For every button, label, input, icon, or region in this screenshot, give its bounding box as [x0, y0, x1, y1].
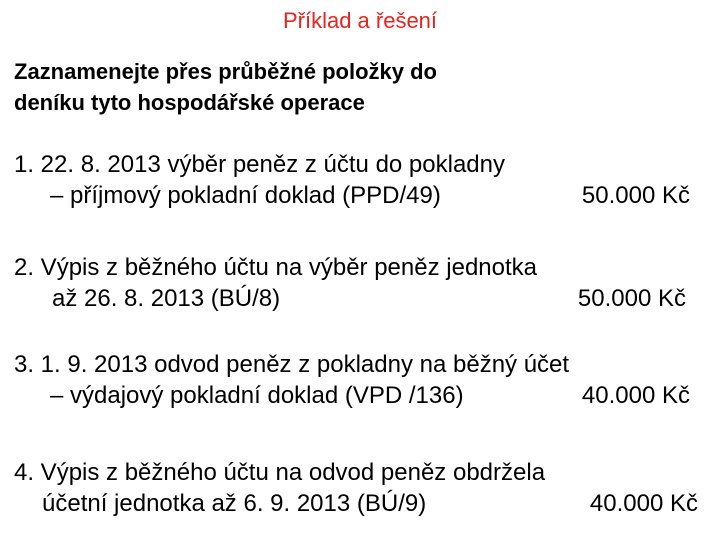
operation-description: 2. Výpis z běžného účtu na výběr peněz jednotka [14, 254, 538, 281]
task-instruction [14, 56, 437, 118]
operation-document: – výdajový pokladní doklad (VPD /136) [50, 382, 464, 409]
operation-amount: 50.000 Kč [577, 285, 686, 312]
operation-document: – příjmový pokladní doklad (PPD/49) [50, 182, 441, 209]
operation-item-2 [14, 252, 698, 314]
operation-item-1 [14, 149, 698, 211]
operation-amount: 50.000 Kč [581, 182, 690, 209]
operation-description: 3. 1. 9. 2013 odvod peněz z pokladny na běžný účet [14, 351, 570, 378]
operation-amount: 40.000 Kč [589, 490, 698, 517]
operation-description: 4. Výpis z běžného účtu na odvod peněz obdržela [14, 459, 546, 486]
operation-description: 1. 22. 8. 2013 výběr peněz z účtu do pokladny [14, 151, 506, 178]
slide-title: Příklad a řešení [282, 8, 438, 33]
operation-item-3 [14, 349, 698, 411]
task-instruction-line-1: Zaznamenejte přes průběžné položky do [14, 59, 437, 84]
operation-document: účetní jednotka až 6. 9. 2013 (BÚ/9) [42, 490, 427, 517]
operation-item-4 [14, 457, 698, 519]
task-instruction-line-2: deníku tyto hospodářské operace [14, 90, 365, 115]
operation-amount: 40.000 Kč [581, 382, 690, 409]
operation-document: až 26. 8. 2013 (BÚ/8) [52, 285, 281, 312]
